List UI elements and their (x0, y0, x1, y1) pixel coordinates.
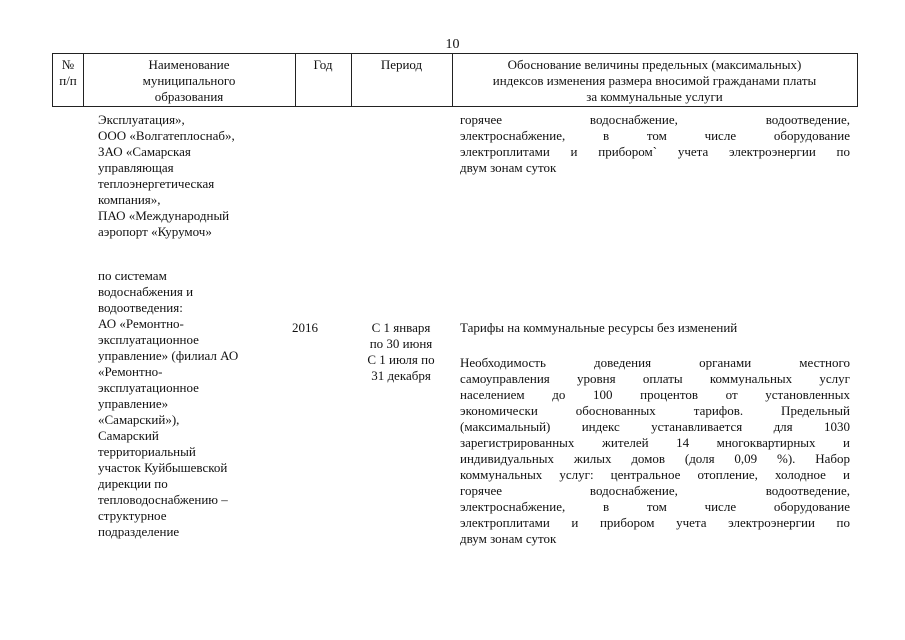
text-line: теплоэнергетическая (98, 176, 215, 191)
year-value: 2016 (292, 320, 318, 335)
header-year-label: Год (313, 57, 333, 72)
lower-justification-cell (460, 355, 850, 547)
text-line: индивидуальных жилых домов (доля 0,09 %). Набор (460, 451, 850, 466)
header-number-line: п/п (59, 73, 77, 88)
text-line: ПАО «Международный (98, 208, 230, 223)
header-justification-line: Обоснование величины предельных (максимальных) (507, 57, 802, 72)
text-line: водоснабжения и (98, 284, 194, 299)
text-line: эксплуатационное (98, 332, 199, 347)
text-line: управляющая (98, 160, 174, 175)
text-line: ООО «Волгатеплоснаб», (98, 128, 235, 143)
header-municipality-line: Наименование (148, 57, 230, 72)
text-line: ЗАО «Самарская (98, 144, 191, 159)
text-line: участок Куйбышевской (98, 460, 228, 475)
text-line: горячее водоснабжение, водоотведение, (460, 112, 850, 127)
text-line: электроснабжение, в том числе оборудование (460, 499, 850, 514)
text-line: экономически обоснованных тарифов. Предельный (460, 403, 850, 418)
header-year (295, 54, 351, 106)
upper-municipality-cell (98, 112, 263, 240)
table-header (52, 53, 858, 107)
header-period (351, 54, 452, 106)
header-period-label: Период (380, 57, 423, 72)
header-municipality-line: муниципального (142, 73, 236, 88)
period-line: С 1 июля по (367, 352, 435, 367)
text-line: структурное (98, 508, 167, 523)
text-line: Самарский (98, 428, 159, 443)
tariff-text: Тарифы на коммунальные ресурсы без изменений (460, 320, 738, 335)
text-line: эксплуатационное (98, 380, 199, 395)
year-cell (292, 320, 337, 336)
period-line: С 1 января (371, 320, 431, 335)
text-line: подразделение (98, 524, 180, 539)
header-justification-line: индексов изменения размера вносимой гражданами платы (492, 73, 817, 88)
header-number (53, 54, 83, 106)
text-line: «Ремонтно- (98, 364, 163, 379)
text-line: тепловодоснабжению – (98, 492, 228, 507)
upper-justification-cell (460, 112, 850, 176)
text-line: (максимальный) индекс устанавливается для 1030 (460, 419, 850, 434)
text-line: самоуправления уровня оплаты коммунальных услуг (460, 371, 850, 386)
text-line: электроплитами и прибором` учета электроэнергии по (460, 144, 850, 159)
period-line: по 30 июня (369, 336, 433, 351)
text-line: компания», (98, 192, 161, 207)
period-line: 31 декабря (371, 368, 431, 383)
period-cell (353, 320, 449, 384)
header-municipality-line: образования (154, 89, 224, 104)
text-line: АО «Ремонтно- (98, 316, 184, 331)
header-justification (452, 54, 857, 106)
text-line: электроплитами и прибором учета электроэнергии по (460, 515, 850, 530)
text-line: Эксплуатация», (98, 112, 185, 127)
text-line: управление» (98, 396, 169, 411)
text-line: коммунальных услуг: центральное отопление, холодное и (460, 467, 850, 482)
text-line: управление» (филиал АО (98, 348, 239, 363)
page-number: 10 (445, 37, 460, 52)
text-line: по системам (98, 268, 167, 283)
text-line: Необходимость доведения органами местного (460, 355, 850, 370)
text-line: зарегистрированных жителей 14 многоквартирных и (460, 435, 850, 450)
text-line: населением до 100 процентов от установленных (460, 387, 850, 402)
lower-municipality-cell (98, 268, 263, 540)
header-number-line: № (61, 57, 75, 72)
text-line: горячее водоснабжение, водоотведение, (460, 483, 850, 498)
text-line: территориальный (98, 444, 196, 459)
text-line: двум зонам суток (460, 160, 557, 175)
text-line: водоотведения: (98, 300, 183, 315)
text-line: аэропорт «Курумоч» (98, 224, 212, 239)
tariff-note (460, 320, 850, 336)
text-line: электроснабжение, в том числе оборудование (460, 128, 850, 143)
text-line: двум зонам суток (460, 531, 557, 546)
text-line: дирекции по (98, 476, 168, 491)
text-line: «Самарский»), (98, 412, 180, 427)
header-municipality (83, 54, 295, 106)
header-justification-line: за коммунальные услуги (586, 89, 723, 104)
